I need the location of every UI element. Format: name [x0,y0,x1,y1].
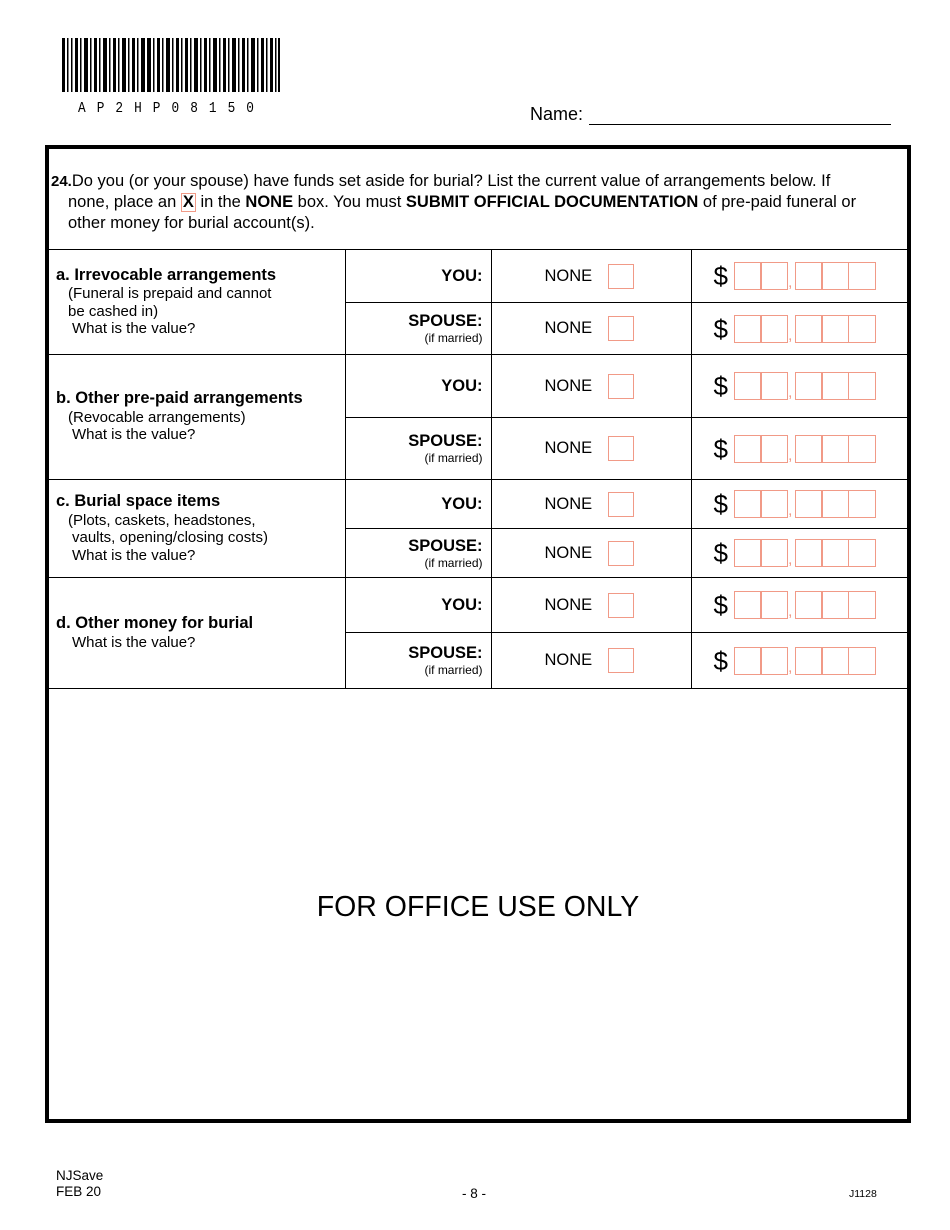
digit-box[interactable] [848,490,876,518]
you-label: YOU: [441,266,483,285]
category-question: What is the value? [72,633,196,651]
digit-box[interactable] [734,372,762,400]
none-checkbox[interactable] [608,436,634,461]
category-desc: (Revocable arrangements) [68,408,246,426]
spouse-cell [345,529,491,578]
none-checkbox[interactable] [608,316,634,341]
table-row [49,355,907,418]
digit-box[interactable] [821,647,849,675]
dollar-sign: $ [713,261,728,291]
digit-box[interactable] [821,490,849,518]
you-label: YOU: [441,376,483,395]
digit-box[interactable] [821,315,849,343]
dollar-sign: $ [713,590,728,620]
comma: , [787,551,793,568]
digit-box[interactable] [795,372,823,400]
none-label: NONE [544,266,593,285]
none-label: NONE [544,595,593,614]
digit-box[interactable] [734,591,762,619]
digit-box[interactable] [760,647,788,675]
digit-box[interactable] [734,315,762,343]
footer-date: FEB 20 [56,1184,102,1199]
none-label: NONE [544,494,593,513]
if-married-label: (if married) [424,451,483,465]
you-cell [345,578,491,633]
dollar-sign: $ [713,489,728,519]
digit-box[interactable] [760,372,788,400]
none-label: NONE [544,439,593,457]
spouse-label: SPOUSE: [408,644,483,662]
category-question: What is the value? [72,546,196,564]
digit-box[interactable] [848,647,876,675]
category-title: b. Other pre-paid arrangements [56,389,303,408]
none-cell [491,303,691,355]
none-cell [491,418,691,480]
barcode-text: AP2HP08150 [78,100,266,117]
digit-box[interactable] [795,490,823,518]
footer-left [56,1168,103,1200]
question-line-2a: none, place an [68,193,181,211]
comma: , [787,658,793,676]
office-use-label: FOR OFFICE USE ONLY [316,891,640,923]
amount-cell [691,250,907,303]
question-number: 24. [51,173,72,190]
none-label: NONE [544,651,593,669]
digit-box[interactable] [734,262,762,290]
digit-box[interactable] [795,591,823,619]
digit-box[interactable] [848,315,876,343]
digit-box[interactable] [760,315,788,343]
spouse-label: SPOUSE: [408,312,483,330]
you-label: YOU: [441,494,483,513]
digit-box[interactable] [795,539,823,567]
none-checkbox[interactable] [608,648,634,673]
category-desc: be cashed in) [68,302,159,320]
digit-box[interactable] [821,262,849,290]
you-cell [345,480,491,529]
you-cell [345,250,491,303]
if-married-label: (if married) [424,331,483,345]
category-title: a. Irrevocable arrangements [56,265,277,284]
barcode [62,38,280,92]
digit-box[interactable] [848,262,876,290]
digit-box[interactable] [760,591,788,619]
spouse-cell [345,418,491,480]
category-question: What is the value? [72,320,196,337]
none-label: NONE [544,543,593,562]
you-label: YOU: [441,595,483,614]
if-married-label: (if married) [424,663,483,677]
digit-box[interactable] [734,490,762,518]
spouse-cell [345,633,491,689]
dollar-sign: $ [713,538,728,568]
category-title: d. Other money for burial [56,614,254,632]
question-line-1: Do you (or your spouse) have funds set aside for burial? List the current value of arrangements below. If [71,172,831,190]
digit-box[interactable] [821,435,849,463]
digit-box[interactable] [760,435,788,463]
you-cell [345,355,491,418]
category-c [49,480,345,578]
burial-table [49,249,907,689]
digit-box[interactable] [821,539,849,567]
page-number: - 8 - [462,1186,487,1201]
dollar-sign: $ [713,313,728,344]
submit-bold: SUBMIT OFFICIAL DOCUMENTATION [405,193,699,211]
digit-box[interactable] [848,539,876,567]
digit-box[interactable] [760,539,788,567]
if-married-label: (if married) [424,555,483,570]
form-code: J1128 [849,1188,877,1200]
none-cell [491,633,691,689]
category-desc: (Plots, caskets, headstones, [68,511,256,529]
digit-box[interactable] [760,262,788,290]
category-desc: vaults, opening/closing costs) [72,529,268,546]
amount-cell [691,480,907,529]
x-mark: X [182,193,194,211]
none-checkbox[interactable] [608,593,634,618]
digit-box[interactable] [795,647,823,675]
digit-box[interactable] [760,490,788,518]
name-field[interactable] [530,104,891,125]
comma: , [787,274,793,291]
none-cell [491,480,691,529]
question-line-2b: in the [195,193,246,211]
digit-box[interactable] [795,315,823,343]
table-row [49,480,907,529]
category-b [49,355,345,480]
question-text [51,171,891,234]
digit-box[interactable] [734,647,762,675]
footer-program: NJSave [56,1168,104,1183]
amount-cell [691,355,907,418]
spouse-label: SPOUSE: [408,432,483,450]
none-cell [491,578,691,633]
dollar-sign: $ [713,645,728,676]
category-title: c. Burial space items [56,492,221,510]
category-a [49,250,345,355]
amount-cell [691,529,907,578]
digit-box[interactable] [734,435,762,463]
amount-cell [691,303,907,355]
none-checkbox[interactable] [608,374,634,399]
digit-box[interactable] [848,372,876,400]
comma: , [787,446,793,464]
amount-cell [691,633,907,689]
digit-box[interactable] [848,435,876,463]
none-checkbox[interactable] [608,541,634,566]
spouse-label: SPOUSE: [408,536,483,555]
digit-box[interactable] [821,591,849,619]
digit-box[interactable] [795,262,823,290]
none-cell [491,529,691,578]
comma: , [787,384,793,401]
name-line[interactable] [589,104,891,125]
dollar-sign: $ [713,433,728,464]
none-bold: NONE [245,193,294,211]
digit-box[interactable] [734,539,762,567]
spouse-cell [345,303,491,355]
digit-box[interactable] [795,435,823,463]
none-label: NONE [544,319,593,337]
comma: , [787,326,793,344]
amount-cell [691,418,907,480]
comma: , [787,603,793,620]
question-line-2d: of pre-paid funeral or [698,193,857,211]
amount-cell [691,578,907,633]
table-row [49,250,907,303]
question-frame [45,145,911,1123]
category-question: What is the value? [72,426,196,444]
none-cell [491,250,691,303]
digit-box[interactable] [821,372,849,400]
none-label: NONE [544,376,593,395]
dollar-sign: $ [713,371,728,401]
none-cell [491,355,691,418]
question-line-3: other money for burial account(s). [68,214,315,232]
comma: , [787,502,793,519]
none-checkbox[interactable] [608,492,634,517]
question-line-2c: box. You must [293,193,406,211]
category-d [49,578,345,689]
none-checkbox[interactable] [608,264,634,289]
table-row [49,578,907,633]
digit-box[interactable] [848,591,876,619]
category-desc: (Funeral is prepaid and cannot [68,285,272,302]
name-label: Name: [530,104,584,124]
